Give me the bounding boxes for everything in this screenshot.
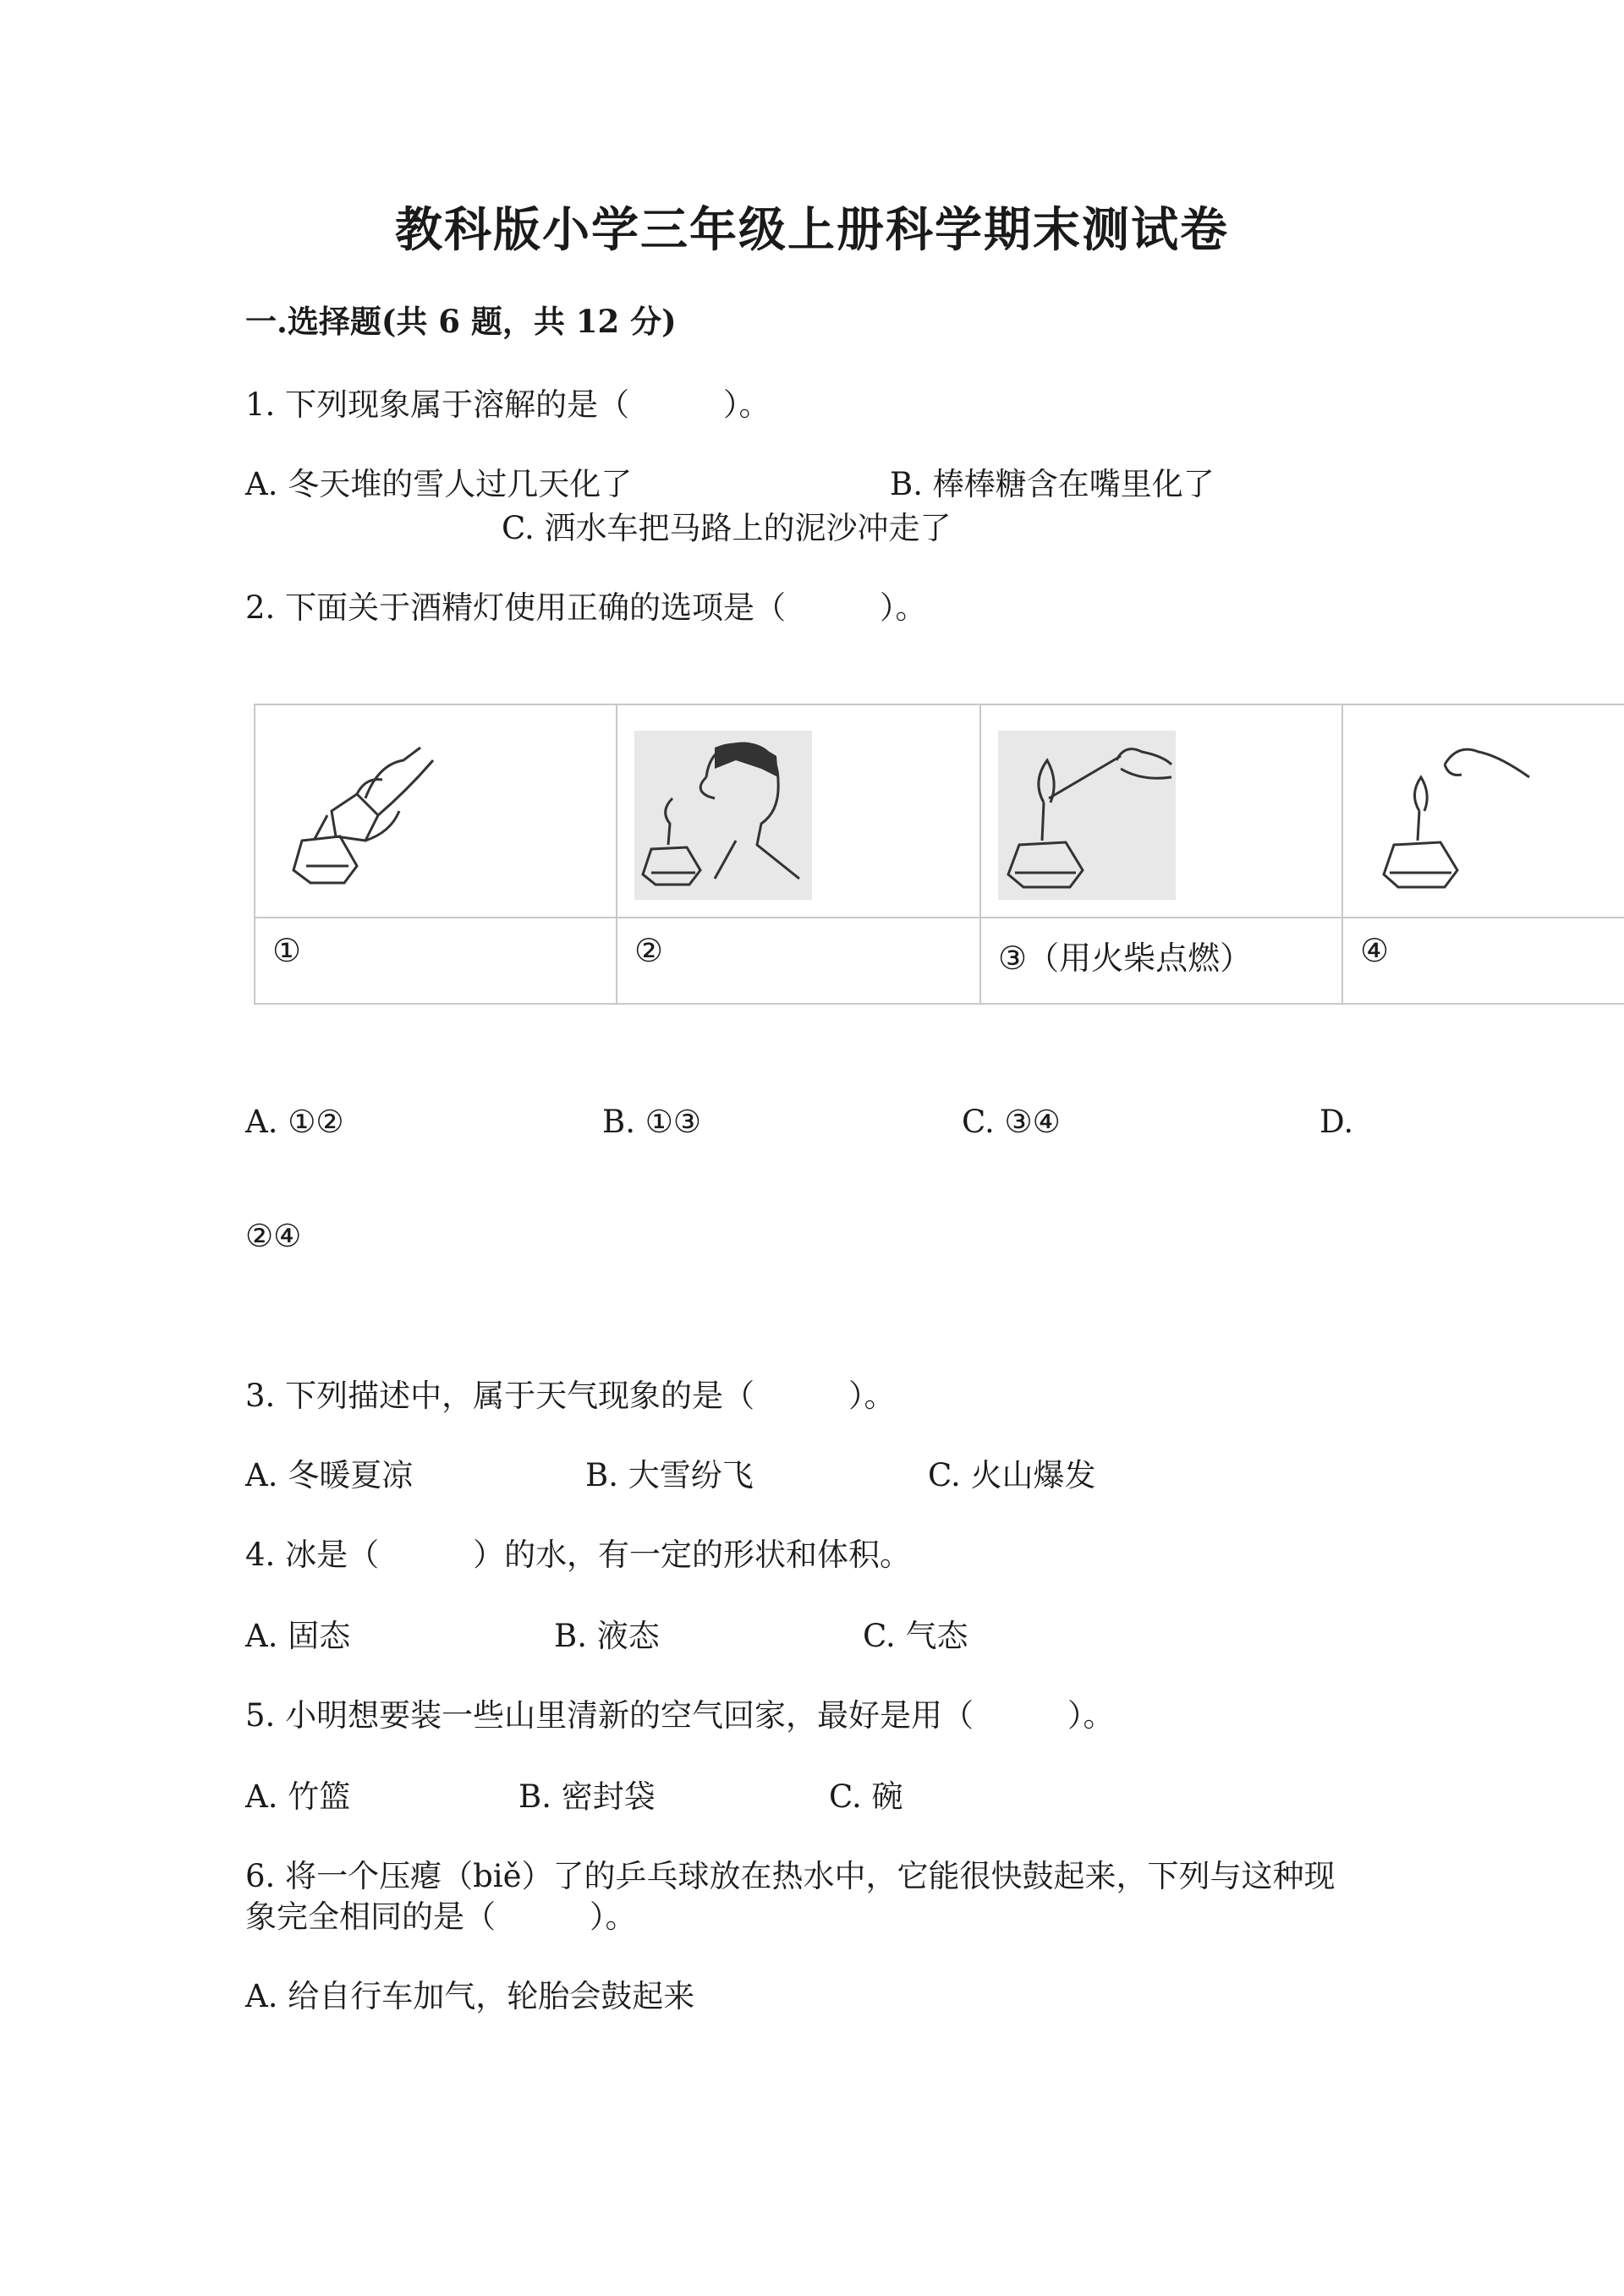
section-heading: 一.选择题(共 6 题，共 12 分) — [245, 303, 677, 340]
q1-option-c[interactable]: C. 洒水车把马路上的泥沙冲走了 — [502, 510, 952, 546]
q4-option-b[interactable]: B. 液态 — [554, 1618, 660, 1654]
q4-option-a[interactable]: A. 固态 — [245, 1618, 351, 1654]
q6-option-a[interactable]: A. 给自行车加气，轮胎会鼓起来 — [245, 1978, 695, 2014]
lamp-lit-hand-icon — [1360, 731, 1538, 900]
q5-option-b[interactable]: B. 密封袋 — [518, 1778, 656, 1815]
q2-option-a[interactable]: A. ①② — [245, 1104, 344, 1140]
lamp-label-2: ② — [634, 932, 664, 969]
q2-option-d-text: ②④ — [245, 1218, 302, 1254]
q3-stem: 3. 下列描述中，属于天气现象的是（ ）。 — [245, 1378, 896, 1414]
q2-option-b[interactable]: B. ①③ — [602, 1104, 702, 1140]
lamp-label-1: ① — [272, 932, 302, 969]
lamp-label-3: ③（用火柴点燃） — [998, 940, 1253, 977]
q3-option-b[interactable]: B. 大雪纷飞 — [585, 1457, 754, 1493]
lamp-cell-2 — [617, 705, 981, 1003]
q3-option-a[interactable]: A. 冬暖夏凉 — [245, 1457, 414, 1493]
q4-stem: 4. 冰是（ ）的水，有一定的形状和体积。 — [245, 1537, 912, 1573]
q6-stem-line-2: 象完全相同的是（ ）。 — [245, 1899, 637, 1935]
q6-stem-line-1: 6. 将一个压瘪（biě）了的乒乓球放在热水中，它能很快鼓起来，下列与这种现 — [245, 1858, 1336, 1894]
q1-stem: 1. 下列现象属于溶解的是（ ）。 — [245, 386, 771, 423]
q4-option-c[interactable]: C. 气态 — [863, 1618, 968, 1654]
q5-option-a[interactable]: A. 竹篮 — [245, 1778, 351, 1815]
q2-stem: 2. 下面关于酒精灯使用正确的选项是（ ）。 — [245, 589, 927, 626]
alcohol-lamp-figure-table — [254, 704, 1624, 1005]
q2-option-c[interactable]: C. ③④ — [962, 1104, 1061, 1140]
page-title: 教科版小学三年级上册科学期末测试卷 — [395, 202, 1229, 258]
lamp-cell-1 — [255, 705, 617, 1003]
lamp-cap-hand-icon — [272, 731, 450, 900]
lamp-cell-4 — [1343, 705, 1624, 1003]
boy-blowing-lamp-icon — [634, 731, 812, 900]
q3-option-c[interactable]: C. 火山爆发 — [928, 1457, 1096, 1493]
lamp-cell-3 — [981, 705, 1343, 1003]
lamp-label-4: ④ — [1360, 932, 1390, 969]
q2-option-d[interactable]: D. — [1320, 1104, 1354, 1140]
match-lighting-lamp-icon — [998, 731, 1176, 900]
q5-stem: 5. 小明想要装一些山里清新的空气回家，最好是用（ ）。 — [245, 1697, 1115, 1734]
q1-option-a[interactable]: A. 冬天堆的雪人过几天化了 — [245, 466, 633, 502]
q1-option-b[interactable]: B. 棒棒糖含在嘴里化了 — [890, 466, 1215, 502]
q5-option-c[interactable]: C. 碗 — [829, 1778, 903, 1815]
